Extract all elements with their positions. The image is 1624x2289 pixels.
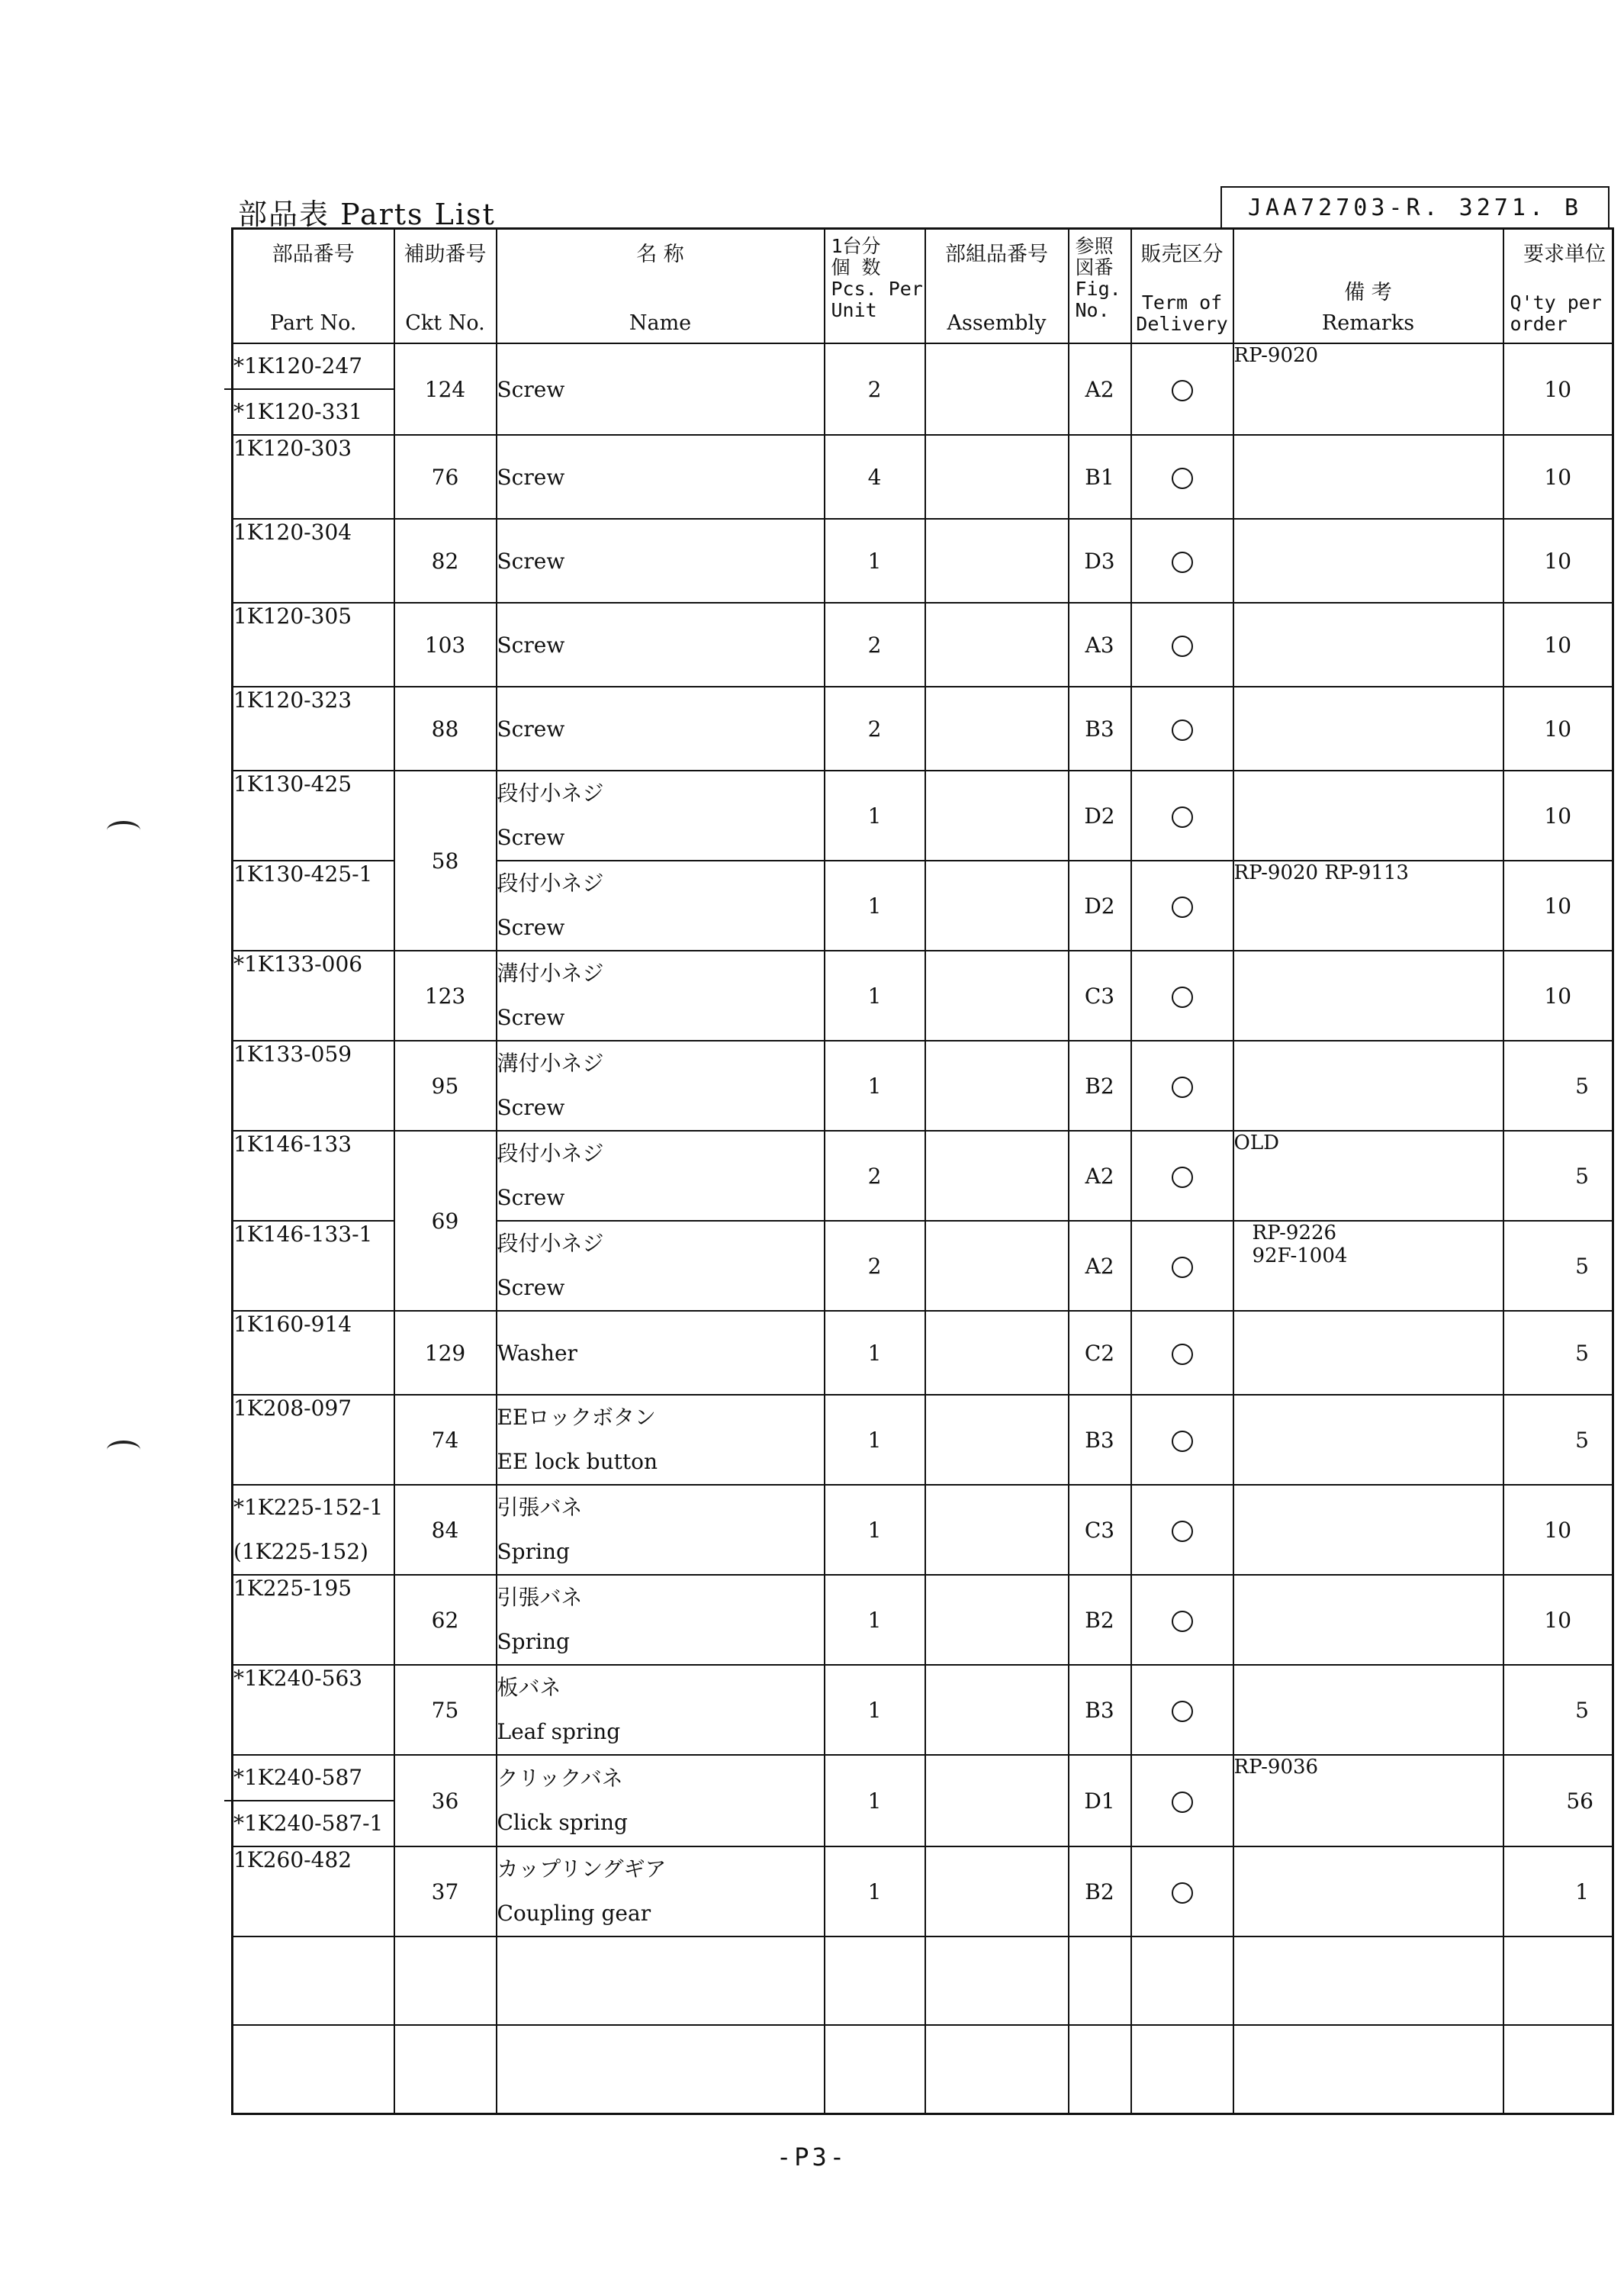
- table-row: [233, 435, 1613, 519]
- qty-cell: 5: [1503, 1131, 1613, 1221]
- remarks-cell: [1233, 771, 1503, 861]
- part-no-cell: *1K225-152-1 (1K225-152): [233, 1485, 394, 1575]
- part-no-cell: 1K146-133: [233, 1131, 394, 1221]
- name-cell: 引張バネ Spring: [497, 1575, 825, 1665]
- fig-cell: C2: [1069, 1311, 1131, 1395]
- delivery-cell: [1131, 1665, 1233, 1755]
- empty-row: [233, 2025, 1613, 2114]
- remarks-cell: RP-9020: [1233, 343, 1503, 435]
- part-no-cell: *1K133-006: [233, 951, 394, 1041]
- ckt-no-cell: 76: [394, 435, 497, 519]
- assembly-cell: [925, 1846, 1069, 1936]
- pcs-cell: 2: [825, 603, 925, 687]
- remarks-cell: [1233, 1395, 1503, 1485]
- ckt-no-cell: 75: [394, 1665, 497, 1755]
- col-pcs-per-unit: 1台分 個 数 Pcs. Per Unit: [825, 229, 925, 344]
- delivery-circle-mark: [1172, 1077, 1193, 1098]
- table-header: [233, 229, 1613, 344]
- pcs-cell: 1: [825, 1485, 925, 1575]
- fig-cell: A3: [1069, 603, 1131, 687]
- delivery-circle-mark: [1172, 806, 1193, 828]
- fig-cell: B2: [1069, 1846, 1131, 1936]
- name-cell: EEロックボタン EE lock button: [497, 1395, 825, 1485]
- part-no-cell: 1K120-304: [233, 519, 394, 603]
- pcs-cell: 4: [825, 435, 925, 519]
- pcs-cell: 1: [825, 951, 925, 1041]
- col-qty-per-order: 要求単位 Q'ty per order: [1503, 229, 1613, 344]
- part-no-cell: 1K133-059: [233, 1041, 394, 1131]
- col-part-no: 部品番号 Part No.: [233, 229, 394, 344]
- fig-cell: B2: [1069, 1575, 1131, 1665]
- pcs-cell: 2: [825, 1221, 925, 1311]
- remarks-cell: OLD: [1233, 1131, 1503, 1221]
- name-cell: クリックバネ Click spring: [497, 1755, 825, 1846]
- table-row: [233, 1575, 1613, 1665]
- assembly-cell: [925, 1311, 1069, 1395]
- delivery-circle-mark: [1172, 1257, 1193, 1278]
- part-no-cell: 1K130-425: [233, 771, 394, 861]
- table-row: [233, 1041, 1613, 1131]
- assembly-cell: [925, 1575, 1069, 1665]
- assembly-cell: [925, 1395, 1069, 1485]
- remarks-cell: RP-9226 92F-1004: [1233, 1221, 1503, 1311]
- delivery-circle-mark: [1172, 1611, 1193, 1632]
- delivery-cell: [1131, 519, 1233, 603]
- col-remarks: 備 考 Remarks: [1233, 229, 1503, 344]
- delivery-cell: [1131, 1311, 1233, 1395]
- col-fig-no: 参照 図番 Fig. No.: [1069, 229, 1131, 344]
- pcs-cell: 1: [825, 771, 925, 861]
- delivery-circle-mark: [1172, 1431, 1193, 1452]
- assembly-cell: [925, 519, 1069, 603]
- remarks-cell: [1233, 603, 1503, 687]
- ckt-no-cell: 37: [394, 1846, 497, 1936]
- fig-cell: C3: [1069, 1485, 1131, 1575]
- delivery-cell: [1131, 1395, 1233, 1485]
- name-cell: 溝付小ネジ Screw: [497, 951, 825, 1041]
- assembly-cell: [925, 861, 1069, 951]
- punch-mark: [107, 821, 140, 839]
- col-name: 名 称 Name: [497, 229, 825, 344]
- fig-cell: B3: [1069, 1395, 1131, 1485]
- remarks-cell: [1233, 435, 1503, 519]
- name-cell: Screw: [497, 435, 825, 519]
- table-row: [233, 1755, 1613, 1846]
- qty-cell: 5: [1503, 1665, 1613, 1755]
- pcs-cell: 2: [825, 687, 925, 771]
- delivery-circle-mark: [1172, 1521, 1193, 1542]
- remarks-cell: [1233, 1846, 1503, 1936]
- punch-mark: [107, 1441, 140, 1459]
- delivery-circle-mark: [1172, 1792, 1193, 1813]
- delivery-circle-mark: [1172, 1344, 1193, 1365]
- qty-cell: 10: [1503, 1485, 1613, 1575]
- pcs-cell: 1: [825, 861, 925, 951]
- table-row: [233, 519, 1613, 603]
- fig-cell: B3: [1069, 1665, 1131, 1755]
- remarks-cell: [1233, 951, 1503, 1041]
- delivery-cell: [1131, 1221, 1233, 1311]
- fig-cell: D2: [1069, 861, 1131, 951]
- col-assembly: 部組品番号 Assembly: [925, 229, 1069, 344]
- delivery-cell: [1131, 861, 1233, 951]
- part-no-cell: 1K208-097: [233, 1395, 394, 1485]
- delivery-circle-mark: [1172, 380, 1193, 401]
- delivery-cell: [1131, 771, 1233, 861]
- delivery-cell: [1131, 1041, 1233, 1131]
- name-cell: 段付小ネジ Screw: [497, 1131, 825, 1221]
- delivery-circle-mark: [1172, 468, 1193, 489]
- qty-cell: 5: [1503, 1221, 1613, 1311]
- name-cell: 段付小ネジ Screw: [497, 1221, 825, 1311]
- table-row: [233, 1846, 1613, 1936]
- delivery-circle-mark: [1172, 552, 1193, 573]
- remarks-cell: [1233, 1311, 1503, 1395]
- qty-cell: 10: [1503, 861, 1613, 951]
- table-row: [233, 951, 1613, 1041]
- ckt-no-cell: 62: [394, 1575, 497, 1665]
- name-cell: Screw: [497, 687, 825, 771]
- delivery-cell: [1131, 603, 1233, 687]
- part-no-cell: 1K225-195: [233, 1575, 394, 1665]
- table-row: [233, 1131, 1613, 1221]
- remarks-cell: [1233, 1041, 1503, 1131]
- remarks-cell: [1233, 1575, 1503, 1665]
- assembly-cell: [925, 1131, 1069, 1221]
- name-cell: 段付小ネジ Screw: [497, 861, 825, 951]
- qty-cell: 10: [1503, 519, 1613, 603]
- delivery-cell: [1131, 951, 1233, 1041]
- qty-cell: 10: [1503, 435, 1613, 519]
- document-number: JAA72703-R. 3271. B: [1220, 186, 1610, 227]
- pcs-cell: 2: [825, 343, 925, 435]
- name-cell: 段付小ネジ Screw: [497, 771, 825, 861]
- ckt-no-cell: 82: [394, 519, 497, 603]
- col-ckt-no: 補助番号 Ckt No.: [394, 229, 497, 344]
- assembly-cell: [925, 603, 1069, 687]
- fig-cell: A2: [1069, 343, 1131, 435]
- delivery-circle-mark: [1172, 1882, 1193, 1904]
- ckt-no-cell: 88: [394, 687, 497, 771]
- part-no-cell: 1K120-323: [233, 687, 394, 771]
- delivery-cell: [1131, 1755, 1233, 1846]
- fig-cell: B2: [1069, 1041, 1131, 1131]
- table-row: [233, 1665, 1613, 1755]
- qty-cell: 5: [1503, 1395, 1613, 1485]
- ckt-no-cell: 124: [394, 343, 497, 435]
- page-number: -P3-: [776, 2143, 848, 2171]
- assembly-cell: [925, 435, 1069, 519]
- name-cell: 板バネ Leaf spring: [497, 1665, 825, 1755]
- pcs-cell: 1: [825, 1665, 925, 1755]
- qty-cell: 10: [1503, 1575, 1613, 1665]
- fig-cell: C3: [1069, 951, 1131, 1041]
- delivery-circle-mark: [1172, 987, 1193, 1008]
- part-no-cell: 1K260-482: [233, 1846, 394, 1936]
- ckt-no-cell: 123: [394, 951, 497, 1041]
- qty-cell: 5: [1503, 1041, 1613, 1131]
- remarks-cell: [1233, 519, 1503, 603]
- remarks-cell: [1233, 1485, 1503, 1575]
- part-no-cell: *1K240-587 *1K240-587-1: [233, 1755, 394, 1846]
- ckt-no-cell: 69: [394, 1131, 497, 1311]
- remarks-cell: [1233, 687, 1503, 771]
- qty-cell: 10: [1503, 771, 1613, 861]
- delivery-cell: [1131, 343, 1233, 435]
- part-no-cell: 1K130-425-1: [233, 861, 394, 951]
- table-row: [233, 1485, 1613, 1575]
- pcs-cell: 1: [825, 519, 925, 603]
- name-cell: 引張バネ Spring: [497, 1485, 825, 1575]
- assembly-cell: [925, 1221, 1069, 1311]
- qty-cell: 10: [1503, 687, 1613, 771]
- assembly-cell: [925, 1665, 1069, 1755]
- delivery-cell: [1131, 1846, 1233, 1936]
- ckt-no-cell: 74: [394, 1395, 497, 1485]
- pcs-cell: 1: [825, 1395, 925, 1485]
- ckt-no-cell: 129: [394, 1311, 497, 1395]
- qty-cell: 5: [1503, 1311, 1613, 1395]
- delivery-cell: [1131, 1131, 1233, 1221]
- fig-cell: B3: [1069, 687, 1131, 771]
- delivery-circle-mark: [1172, 636, 1193, 657]
- qty-cell: 1: [1503, 1846, 1613, 1936]
- table-row: [233, 603, 1613, 687]
- fig-cell: B1: [1069, 435, 1131, 519]
- ckt-no-cell: 95: [394, 1041, 497, 1131]
- table-row: [233, 1395, 1613, 1485]
- part-no-cell: *1K120-247 *1K120-331: [233, 343, 394, 435]
- parts-table: [231, 227, 1614, 2115]
- fig-cell: A2: [1069, 1131, 1131, 1221]
- part-no-cell: 1K120-303: [233, 435, 394, 519]
- delivery-cell: [1131, 435, 1233, 519]
- part-no-cell: *1K240-563: [233, 1665, 394, 1755]
- col-term-of-delivery: 販売区分 Term of Delivery: [1131, 229, 1233, 344]
- qty-cell: 10: [1503, 951, 1613, 1041]
- delivery-cell: [1131, 687, 1233, 771]
- qty-cell: 10: [1503, 603, 1613, 687]
- qty-cell: 56: [1503, 1755, 1613, 1846]
- ckt-no-cell: 36: [394, 1755, 497, 1846]
- empty-row: [233, 1936, 1613, 2025]
- pcs-cell: 1: [825, 1755, 925, 1846]
- delivery-circle-mark: [1172, 1701, 1193, 1722]
- delivery-cell: [1131, 1575, 1233, 1665]
- table-row: [233, 1311, 1613, 1395]
- name-cell: 溝付小ネジ Screw: [497, 1041, 825, 1131]
- remarks-cell: [1233, 1665, 1503, 1755]
- assembly-cell: [925, 1041, 1069, 1131]
- name-cell: Screw: [497, 343, 825, 435]
- delivery-cell: [1131, 1485, 1233, 1575]
- fig-cell: A2: [1069, 1221, 1131, 1311]
- assembly-cell: [925, 1755, 1069, 1846]
- ckt-no-cell: 103: [394, 603, 497, 687]
- part-no-cell: 1K120-305: [233, 603, 394, 687]
- assembly-cell: [925, 343, 1069, 435]
- qty-cell: 10: [1503, 343, 1613, 435]
- table-row: [233, 687, 1613, 771]
- ckt-no-cell: 84: [394, 1485, 497, 1575]
- fig-cell: D3: [1069, 519, 1131, 603]
- fig-cell: D2: [1069, 771, 1131, 861]
- assembly-cell: [925, 771, 1069, 861]
- name-cell: Screw: [497, 603, 825, 687]
- table-row: [233, 343, 1613, 435]
- delivery-circle-mark: [1172, 720, 1193, 741]
- fig-cell: D1: [1069, 1755, 1131, 1846]
- part-no-cell: 1K160-914: [233, 1311, 394, 1395]
- part-no-cell: 1K146-133-1: [233, 1221, 394, 1311]
- assembly-cell: [925, 687, 1069, 771]
- delivery-circle-mark: [1172, 1167, 1193, 1188]
- remarks-cell: RP-9036: [1233, 1755, 1503, 1846]
- name-cell: Washer: [497, 1311, 825, 1395]
- pcs-cell: 1: [825, 1041, 925, 1131]
- pcs-cell: 2: [825, 1131, 925, 1221]
- remarks-cell: RP-9020 RP-9113: [1233, 861, 1503, 951]
- assembly-cell: [925, 1485, 1069, 1575]
- pcs-cell: 1: [825, 1846, 925, 1936]
- table-row: [233, 771, 1613, 861]
- page-title: 部品表 Parts List: [238, 198, 496, 231]
- name-cell: カップリングギア Coupling gear: [497, 1846, 825, 1936]
- assembly-cell: [925, 951, 1069, 1041]
- pcs-cell: 1: [825, 1575, 925, 1665]
- ckt-no-cell: 58: [394, 771, 497, 951]
- delivery-circle-mark: [1172, 897, 1193, 918]
- pcs-cell: 1: [825, 1311, 925, 1395]
- name-cell: Screw: [497, 519, 825, 603]
